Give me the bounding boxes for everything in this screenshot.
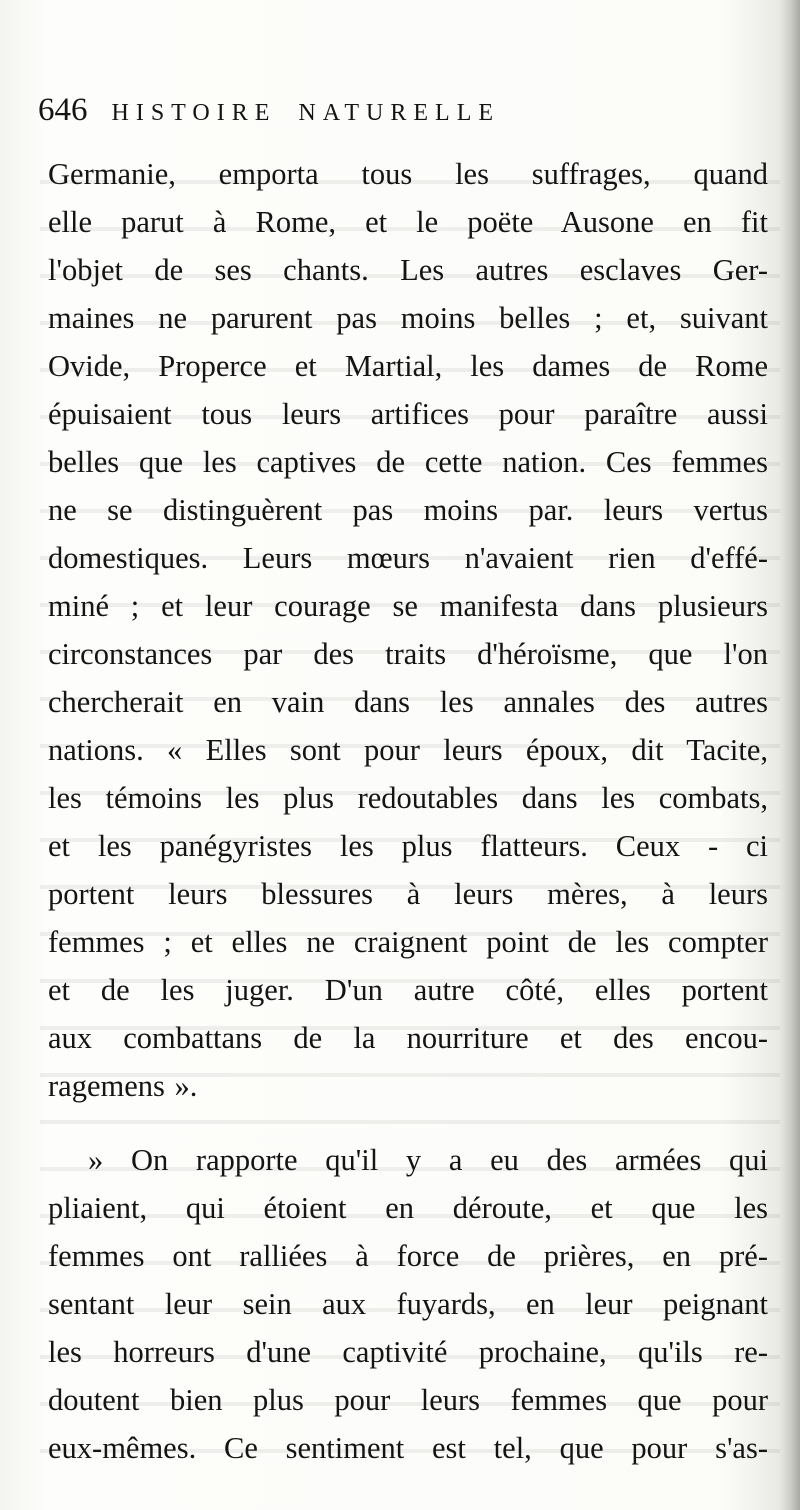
text-line: sentant leur sein aux fuyards, en leur peignant bbox=[48, 1287, 768, 1321]
text-line: portent leurs blessures à leurs mères, à leurs bbox=[48, 877, 768, 911]
text-line: circonstances par des traits d'héroïsme, que l'on bbox=[48, 637, 768, 671]
paragraph-1 bbox=[48, 150, 768, 1110]
text-line: Germanie, emporta tous les suffrages, quand bbox=[48, 157, 768, 191]
page-header bbox=[38, 92, 758, 142]
text-line: doutent bien plus pour leurs femmes que pour bbox=[48, 1383, 768, 1417]
paragraph-gap bbox=[48, 1110, 768, 1136]
text-line: Ovide, Properce et Martial, les dames de Rome bbox=[48, 349, 768, 383]
page-edge-shadow bbox=[778, 0, 800, 1510]
text-line: belles que les captives de cette nation. Ces femmes bbox=[48, 445, 768, 479]
text-line: femmes ; et elles ne craignent point de les compter bbox=[48, 925, 768, 959]
running-title bbox=[112, 100, 501, 127]
text-line: chercherait en vain dans les annales des autres bbox=[48, 685, 768, 719]
page-body bbox=[48, 150, 768, 1472]
page-number: 646 bbox=[38, 92, 88, 128]
text-line: femmes ont ralliées à force de prières, en pré- bbox=[48, 1239, 768, 1273]
text-line: ragemens ». bbox=[48, 1069, 198, 1103]
text-line: et les panégyristes les plus flatteurs. Ceux - ci bbox=[48, 829, 768, 863]
text-line: aux combattans de la nourriture et des encou- bbox=[48, 1021, 768, 1055]
text-line: elle parut à Rome, et le poëte Ausone en fit bbox=[48, 205, 768, 239]
text-line: épuisaient tous leurs artifices pour paraître aussi bbox=[48, 397, 768, 431]
text-line: miné ; et leur courage se manifesta dans plusieurs bbox=[48, 589, 768, 623]
text-line: » On rapporte qu'il y a eu des armées qui bbox=[88, 1143, 768, 1177]
text-line: eux-mêmes. Ce sentiment est tel, que pour s'as- bbox=[48, 1431, 768, 1465]
text-line: ne se distinguèrent pas moins par. leurs vertus bbox=[48, 493, 768, 527]
text-line: maines ne parurent pas moins belles ; et, suivant bbox=[48, 301, 768, 335]
paragraph-2 bbox=[48, 1136, 768, 1472]
text-line: pliaient, qui étoient en déroute, et que les bbox=[48, 1191, 768, 1225]
running-title-word-1: HISTOIRE bbox=[111, 100, 277, 126]
running-title-word-2: NATURELLE bbox=[298, 100, 501, 126]
text-line: domestiques. Leurs mœurs n'avaient rien d'effé- bbox=[48, 541, 768, 575]
text-line: les témoins les plus redoutables dans les combats, bbox=[48, 781, 768, 815]
text-line: et de les juger. D'un autre côté, elles portent bbox=[48, 973, 768, 1007]
text-line: nations. « Elles sont pour leurs époux, dit Tacite, bbox=[48, 733, 768, 767]
text-line: les horreurs d'une captivité prochaine, qu'ils re- bbox=[48, 1335, 768, 1369]
text-line: l'objet de ses chants. Les autres esclaves Ger- bbox=[48, 253, 768, 287]
